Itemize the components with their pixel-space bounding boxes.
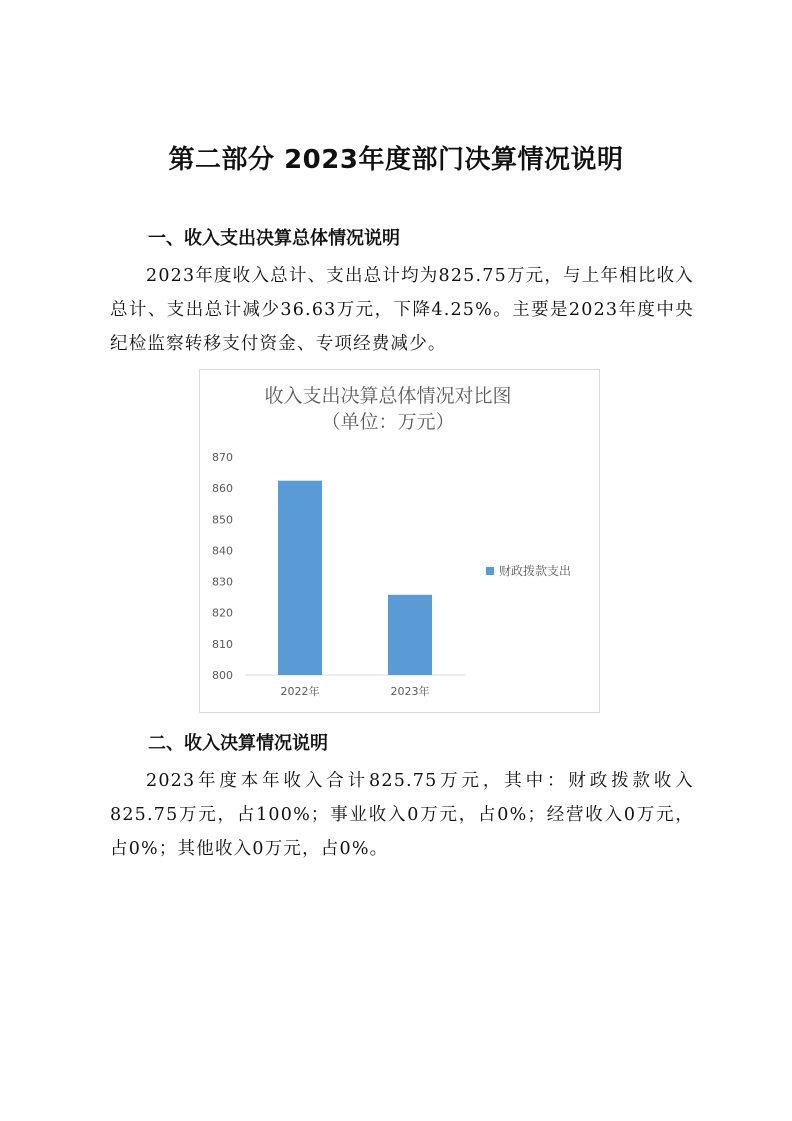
x-tick-label: 2023年 [390, 685, 430, 698]
chart-subtitle: （单位：万元） [321, 411, 455, 433]
bar-2 [388, 595, 432, 675]
legend-label: 财政拨款支出 [499, 564, 572, 578]
legend [486, 563, 571, 578]
x-tick-label: 2022年 [280, 685, 320, 698]
y-tick-label: 860 [212, 482, 233, 496]
paragraph-income: 2023年度本年收入合计825.75万元，其中：财政拨款收入825.75万元，占100%；事业收入0万元，占0%；经营收入0万元，占0%；其他收入0万元，占0%。 [110, 771, 694, 859]
paragraph-income-expenditure: 2023年度收入总计、支出总计均为825.75万元，与上年相比收入总计、支出总计减少36.63万元，下降4.25%。主要是2023年度中央纪检监察转移支付资金、专项经费减少。 [110, 266, 694, 354]
y-axis [212, 451, 233, 682]
section-heading-income-expenditure: 一、收入支出决算总体情况说明 [148, 228, 400, 249]
y-tick-label: 870 [212, 451, 233, 464]
y-tick-label: 830 [212, 575, 233, 589]
chart-svg [200, 370, 599, 712]
y-tick-label: 810 [212, 637, 233, 651]
y-tick-label: 820 [212, 606, 233, 620]
y-tick-label: 840 [212, 544, 233, 558]
chart-title: 收入支出决算总体情况对比图 [264, 385, 512, 407]
page-title: 第二部分 2023年度部门决算情况说明 [168, 145, 624, 175]
legend-swatch [486, 567, 494, 575]
section-heading-income: 二、收入决算情况说明 [148, 733, 328, 754]
y-tick-label: 850 [212, 513, 233, 527]
bars-group [278, 481, 432, 675]
y-tick-label: 800 [212, 669, 233, 682]
x-axis [281, 684, 430, 698]
bar-1 [278, 481, 322, 675]
bar-chart [199, 369, 600, 713]
